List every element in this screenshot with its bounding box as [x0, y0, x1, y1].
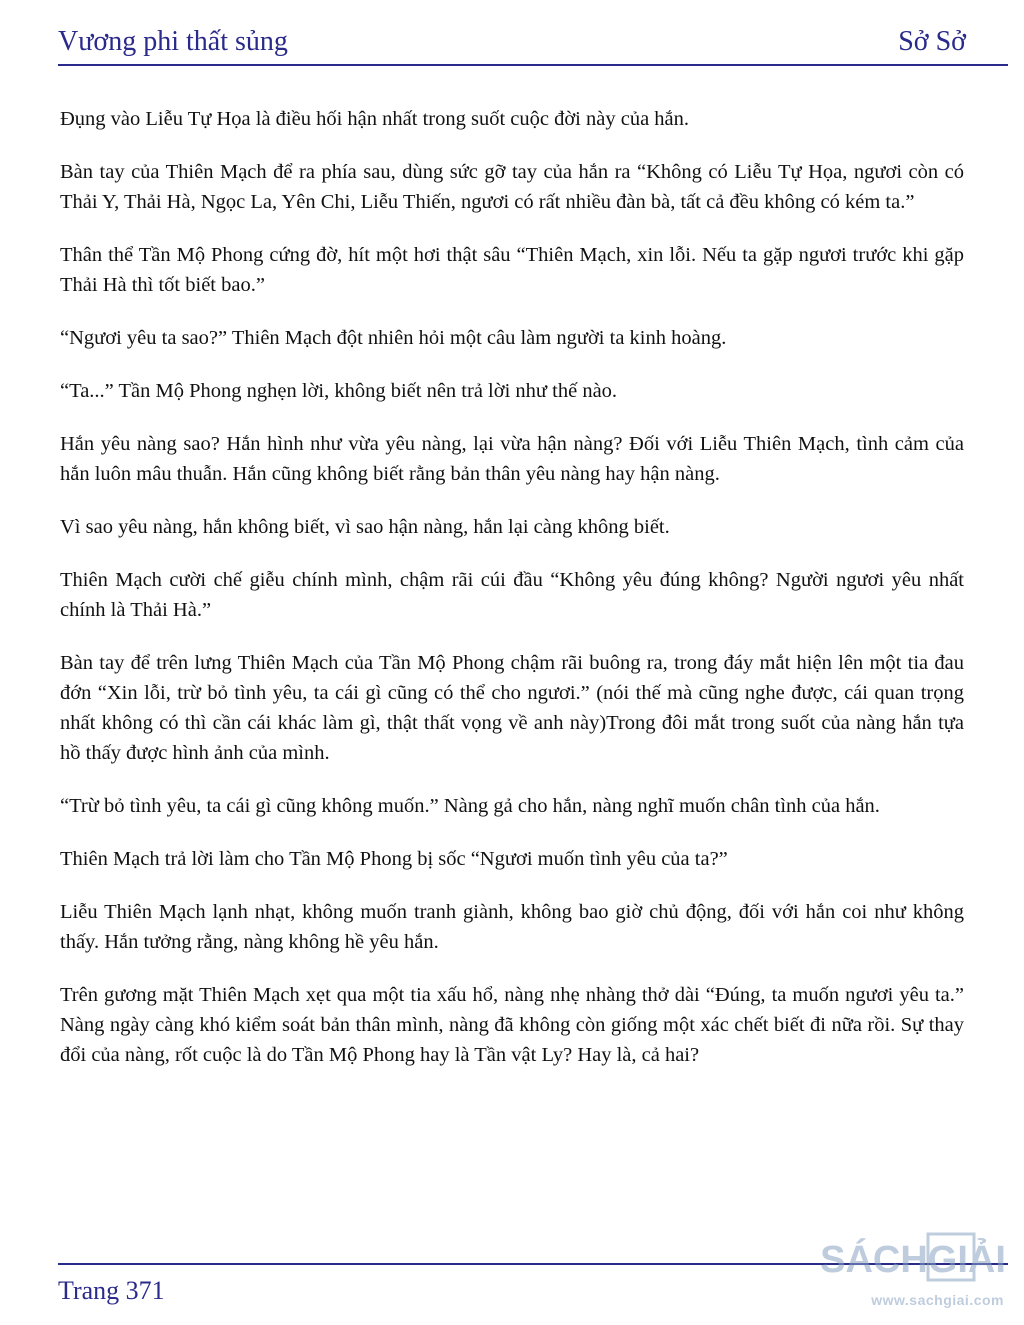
chapter-text: [60, 104, 964, 1093]
paragraph: “Ta...” Tần Mộ Phong nghẹn lời, không biết nên trả lời như thế nào.: [60, 380, 618, 402]
watermark-brand: SÁCHGIẢI: [820, 1239, 1006, 1281]
paragraph: Bàn tay để trên lưng Thiên Mạch của Tần Mộ Phong chậm rãi buông ra, trong đáy mắt hiện lên một tia đau đớn “Xin lỗi, trừ bỏ tình yêu, ta cái gì cũng có thể cho ngươi.” (nói thế mà cũng nghe được, cái quan trọng nhất không có thì cần cái khác làm gì, thật thất vọng về anh này)Trong đôi mắt trong suốt của nàng hắn tựa hồ thấy được hình ảnh của mình.: [60, 652, 964, 764]
watermark-url: www.sachgiai.com: [871, 1292, 1004, 1308]
paragraph: Thiên Mạch cười chế giễu chính mình, chậm rãi cúi đầu “Không yêu đúng không? Người ngươi yêu nhất chính là Thải Hà.”: [60, 569, 964, 621]
book-title: Vương phi thất sủng: [58, 26, 288, 57]
paragraph: Hắn yêu nàng sao? Hắn hình như vừa yêu nàng, lại vừa hận nàng? Đối với Liễu Thiên Mạch, tình cảm của hắn luôn mâu thuẫn. Hắn cũng không biết rằng bản thân yêu nàng hay hận nàng.: [60, 433, 964, 485]
watermark-logo: [810, 1232, 1016, 1282]
paragraph: “Ngươi yêu ta sao?” Thiên Mạch đột nhiên hỏi một câu làm người ta kinh hoàng.: [60, 327, 727, 349]
paragraph: Trên gương mặt Thiên Mạch xẹt qua một tia xấu hổ, nàng nhẹ nhàng thở dài “Đúng, ta muốn ngươi yêu ta.” Nàng ngày càng khó kiểm soát bản thân mình, nàng đã không còn giống một xác chết biết đi nữa rồi. Sự thay đổi của nàng, rốt cuộc là do Tần Mộ Phong hay là Tần vật Ly? Hay là, cả hai?: [60, 984, 964, 1066]
header-divider: [58, 64, 1008, 66]
paragraph: “Trừ bỏ tình yêu, ta cái gì cũng không muốn.” Nàng gả cho hắn, nàng nghĩ muốn chân tình của hắn.: [60, 795, 880, 817]
book-author: Sở Sở: [898, 26, 966, 57]
paragraph: Liễu Thiên Mạch lạnh nhạt, không muốn tranh giành, không bao giờ chủ động, đối với hắn coi như không thấy. Hắn tưởng rằng, nàng không hề yêu hắn.: [60, 901, 964, 953]
paragraph: Vì sao yêu nàng, hắn không biết, vì sao hận nàng, hắn lại càng không biết.: [60, 516, 670, 538]
paragraph: Thiên Mạch trả lời làm cho Tần Mộ Phong bị sốc “Ngươi muốn tình yêu của ta?”: [60, 848, 728, 870]
paragraph: Đụng vào Liễu Tự Họa là điều hối hận nhất trong suốt cuộc đời này của hắn.: [60, 108, 690, 130]
watermark: [810, 1222, 1016, 1322]
paragraph: Thân thể Tần Mộ Phong cứng đờ, hít một hơi thật sâu “Thiên Mạch, xin lỗi. Nếu ta gặp ngươi trước khi gặp Thải Hà thì tốt biết bao.”: [60, 244, 964, 296]
header-bar: [58, 24, 966, 64]
page-number: Trang 371: [58, 1276, 165, 1305]
paragraph: Bàn tay của Thiên Mạch để ra phía sau, dùng sức gỡ tay của hắn ra “Không có Liễu Tự Họa, ngươi còn có Thải Y, Thải Hà, Ngọc La, Yên Chi, Liễu Thiến, ngươi có rất nhiều đàn bà, tất cả đều không có kém ta.”: [60, 161, 964, 213]
